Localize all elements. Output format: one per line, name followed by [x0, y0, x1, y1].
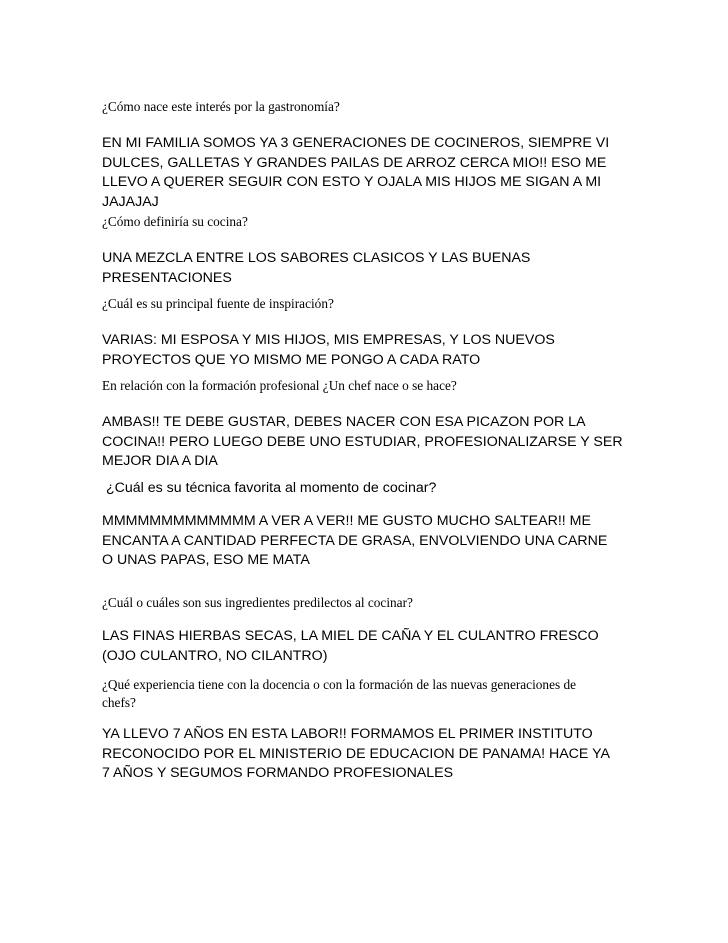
answer-line: 7 AÑOS Y SEGUMOS FORMANDO PROFESIONALES: [102, 765, 454, 781]
answer-line: O UNAS PAPAS, ESO ME MATA: [102, 552, 310, 568]
question-gastronomy-interest: [102, 98, 632, 116]
question-define-cuisine: [102, 213, 632, 231]
answer-line: (OJO CULANTRO, NO CILANTRO): [102, 647, 328, 664]
answer-line: PRESENTACIONES: [102, 269, 232, 286]
answer-line: ENCANTA A CANTIDAD PERFECTA DE GRASA, ENVOLVIENDO UNA CARNE: [102, 532, 608, 549]
answer-define-cuisine: [102, 249, 632, 288]
question-teaching-experience: [102, 676, 632, 712]
question-line: ¿Cuál es su principal fuente de inspiración?: [102, 296, 334, 311]
answer-favorite-ingredients: [102, 627, 632, 666]
question-line: chefs?: [102, 695, 136, 710]
answer-line: VARIAS: MI ESPOSA Y MIS HIJOS, MIS EMPRESAS, Y LOS NUEVOS: [102, 332, 555, 348]
answer-line: MEJOR DIA A DIA: [102, 453, 218, 469]
answer-line: EN MI FAMILIA SOMOS YA 3 GENERACIONES DE COCINEROS, SIEMPRE VI: [102, 135, 610, 151]
answer-line: UNA MEZCLA ENTRE LOS SABORES CLASICOS Y LAS BUENAS: [102, 250, 531, 266]
answer-inspiration: [102, 331, 632, 370]
answer-line: LAS FINAS HIERBAS SECAS, LA MIEL DE CAÑA Y EL CULANTRO FRESCO: [102, 628, 599, 644]
answer-line: COCINA!! PERO LUEGO DEBE UNO ESTUDIAR, PROFESIONALIZARSE Y SER: [102, 433, 623, 450]
question-line: En relación con la formación profesional ¿Un chef nace o se hace?: [102, 378, 457, 393]
answer-teaching-experience: [102, 725, 632, 784]
question-chef-born-or-made: [102, 377, 632, 395]
answer-line: PROYECTOS QUE YO MISMO ME PONGO A CADA RATO: [102, 351, 481, 368]
question-favorite-ingredients: [102, 594, 632, 612]
answer-line: MMMMMMMMMMMMM A VER A VER!! ME GUSTO MUCHO SALTEAR!! ME: [102, 513, 591, 529]
question-line: ¿Cómo nace este interés por la gastronomía?: [102, 99, 340, 114]
answer-line: JAJAJAJ: [102, 193, 159, 210]
question-line: ¿Cuál es su técnica favorita al momento de cocinar?: [102, 480, 437, 496]
question-line: ¿Qué experiencia tiene con la docencia o con la formación de las nuevas generaciones de: [102, 677, 577, 692]
answer-chef-born-or-made: [102, 413, 632, 472]
question-line: ¿Cómo definiría su cocina?: [102, 214, 248, 229]
answer-line: RECONOCIDO POR EL MINISTERIO DE EDUCACION DE PANAMA! HACE YA: [102, 745, 610, 762]
answer-line: LLEVO A QUERER SEGUIR CON ESTO Y OJALA MIS HIJOS ME SIGAN A MI: [102, 174, 602, 190]
question-favorite-technique: [102, 479, 632, 498]
question-inspiration: [102, 295, 632, 313]
answer-favorite-technique: [102, 512, 632, 571]
answer-line: DULCES, GALLETAS Y GRANDES PAILAS DE ARROZ CERCA MIO!! ESO ME: [102, 154, 607, 171]
question-line: ¿Cuál o cuáles son sus ingredientes predilectos al cocinar?: [102, 595, 413, 610]
answer-line: YA LLEVO 7 AÑOS EN ESTA LABOR!! FORMAMOS EL PRIMER INSTITUTO: [102, 726, 593, 742]
answer-line: AMBAS!! TE DEBE GUSTAR, DEBES NACER CON ESA PICAZON POR LA: [102, 414, 586, 430]
answer-gastronomy-interest: [102, 134, 632, 212]
